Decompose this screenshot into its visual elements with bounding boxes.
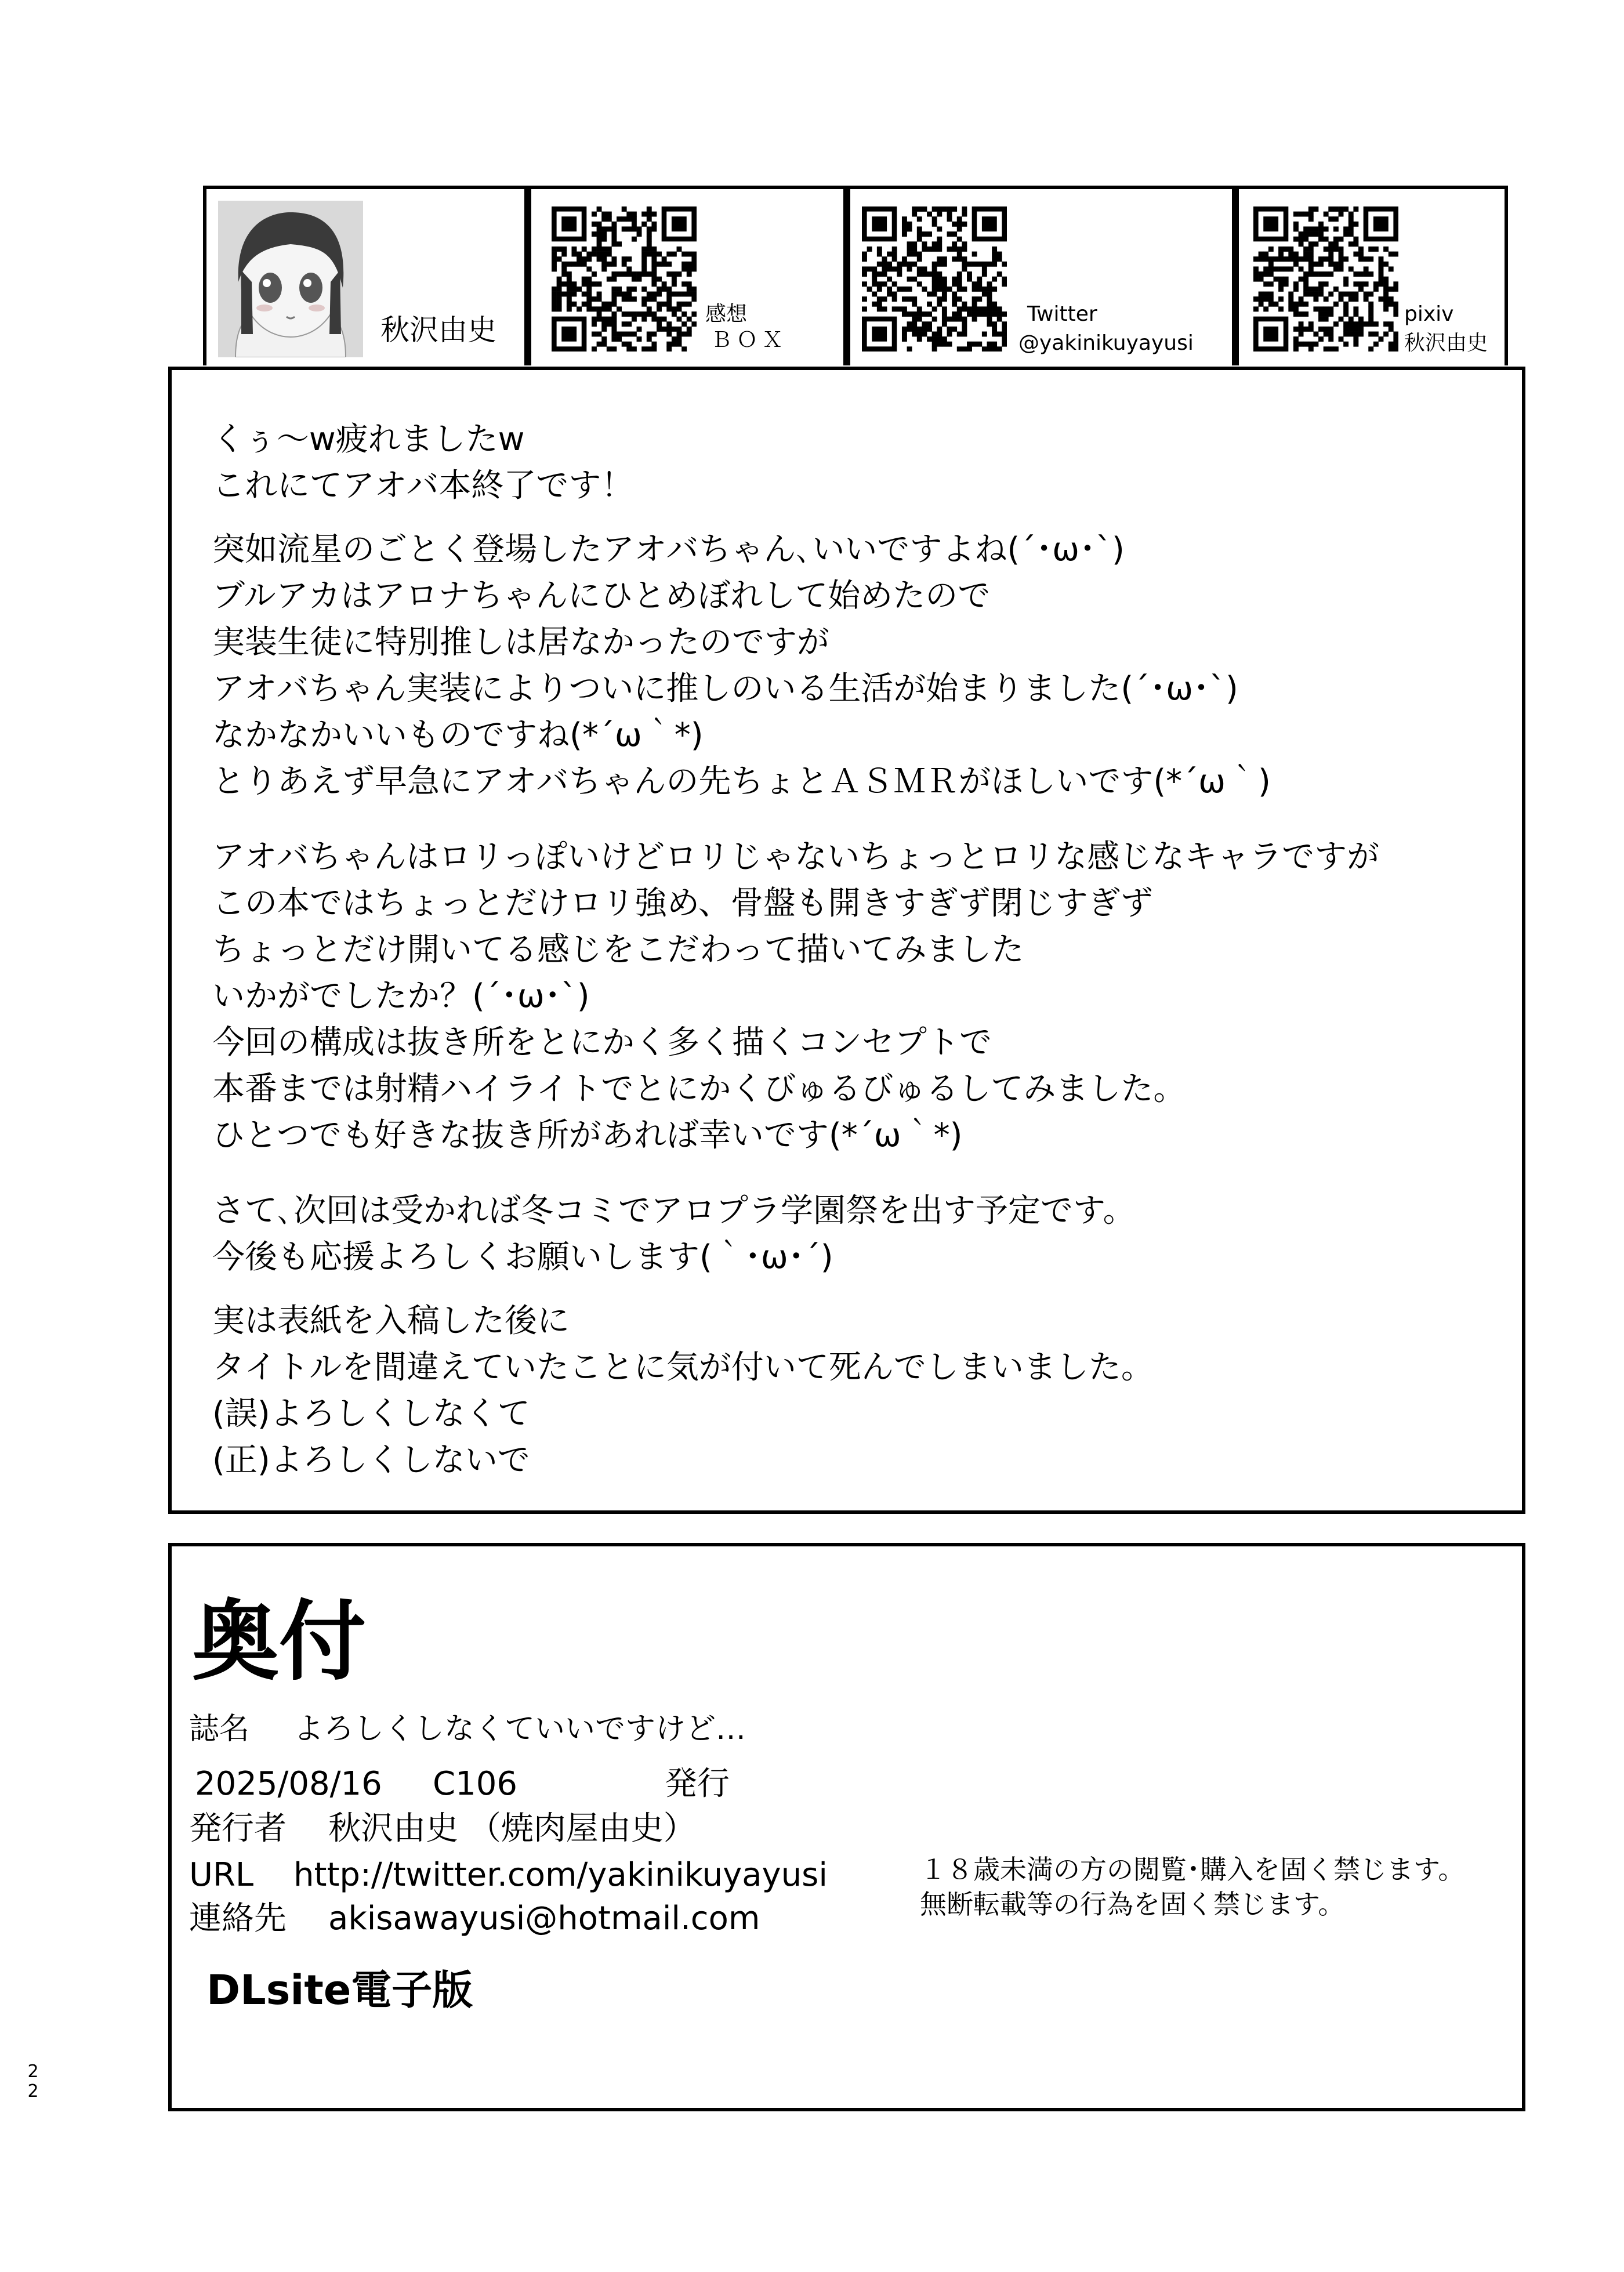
afterword-line: さて､次回は受かれば冬コミでアロプラ学園祭を出す予定です。: [212, 1192, 1136, 1230]
twitter-label-line1: Twitter: [1027, 302, 1097, 326]
pixiv-label-line1: pixiv: [1404, 302, 1454, 326]
afterword-line: 本番までは射精ハイライトでとにかくびゅるびゅるしてみました。: [212, 1070, 1186, 1108]
page-number-digit: 2: [27, 2081, 39, 2101]
afterword-line: タイトルを間違えていたことに気が付いて死んでしまいました。: [212, 1349, 1154, 1386]
afterword-line: ひとつでも好きな抜き所があれば幸いです(*´ω｀*): [212, 1117, 963, 1154]
twitter-cell: [847, 186, 1235, 365]
afterword-box: [168, 367, 1525, 1514]
page-number-digits: [24, 2062, 42, 2101]
afterword-paragraph-1: [212, 416, 633, 509]
feedback-label-line1: 感想: [705, 302, 748, 326]
afterword-line: アオバちゃん実装によりついに推しのいる生活が始まりました(´･ω･`): [212, 670, 1238, 708]
afterword-paragraph-5: [212, 1298, 1154, 1484]
pixiv-label-line2: 秋沢由史: [1404, 331, 1488, 355]
feedback-qr-code[interactable]: [552, 206, 697, 352]
issue-date: 2025/08/16: [195, 1765, 382, 1803]
author-name: 秋沢由史: [380, 313, 496, 347]
page-number: [24, 2062, 42, 2101]
edition-label: DLsite電子版: [206, 1966, 473, 2014]
publisher-label: 発行者: [189, 1810, 287, 1847]
afterword-paragraph-2: [212, 527, 1271, 805]
afterword-line: 実装生徒に特別推しは居なかったのですが: [212, 624, 829, 661]
pixiv-qr-code[interactable]: [1253, 206, 1398, 352]
page-number-digit: 2: [27, 2061, 39, 2082]
afterword-line: (正)よろしくしないで: [212, 1441, 530, 1479]
age-restriction-notice: １８歳未満の方の閲覧･購入を固く禁じます。: [920, 1854, 1465, 1885]
contact-value[interactable]: akisawayusi@hotmail.com: [328, 1900, 760, 1937]
afterword-line: ちょっとだけ開いてる感じをこだわって描いてみました: [212, 931, 1024, 969]
afterword-paragraph-3: [212, 834, 1379, 1159]
title-value: よろしくしなくていいですけど…: [293, 1712, 746, 1746]
afterword-line: アオバちゃんはロリっぽいけどロリじゃないちょっとロリな感じなキャラですが: [212, 838, 1380, 876]
twitter-handle: @yakinikuyayusi: [1018, 331, 1194, 355]
afterword-line: 今回の構成は抜き所をとにかく多く描くコンセプトで: [212, 1024, 992, 1061]
colophon-box: [168, 1543, 1525, 2111]
feedback-box-cell: [528, 186, 847, 365]
event-name: C106: [433, 1765, 517, 1803]
afterword-line: 今後も応援よろしくお願いします(｀･ω･´): [212, 1238, 833, 1276]
colophon-heading: 奥付: [192, 1592, 367, 1693]
contact-label: 連絡先: [189, 1900, 287, 1937]
url-value[interactable]: http://twitter.com/yakinikuyayusi: [293, 1856, 828, 1894]
afterword-line: くぅ～w疲れましたw: [212, 421, 525, 458]
publisher-value: 秋沢由史 （焼肉屋由史）: [328, 1810, 696, 1847]
author-cell: [203, 186, 528, 365]
afterword-line: とりあえず早急にアオバちゃんの先ちょとＡＳＭＲがほしいです(*´ω｀): [212, 763, 1271, 800]
afterword-line: 突如流星のごとく登場したアオバちゃん､いいですよね(´･ω･`): [212, 531, 1125, 568]
afterword-line: なかなかいいものですね(*´ω｀*): [212, 716, 704, 754]
afterword-line: この本ではちょっとだけロリ強め、骨盤も開きすぎず閉じすぎず: [212, 885, 1153, 922]
afterword-line: (誤)よろしくしなくて: [212, 1395, 530, 1433]
afterword-paragraph-4: [212, 1188, 1136, 1281]
twitter-qr-code[interactable]: [862, 206, 1007, 352]
title-label: 誌名: [189, 1712, 250, 1746]
reprint-notice: 無断転載等の行為を固く禁じます。: [920, 1889, 1345, 1920]
afterword-line: 実は表紙を入稿した後に: [212, 1302, 570, 1340]
afterword-line: これにてアオバ本終了です！: [212, 467, 634, 505]
pixiv-cell: [1235, 186, 1508, 365]
author-avatar: [218, 201, 363, 357]
afterword-line: いかがでしたか？(´･ω･`): [212, 977, 590, 1015]
issue-label: 発行: [665, 1765, 730, 1803]
url-label: URL: [189, 1856, 254, 1894]
afterword-line: ブルアカはアロナちゃんにひとめぼれして始めたので: [212, 577, 991, 615]
feedback-label-line2: ＢＯＸ: [711, 328, 788, 352]
